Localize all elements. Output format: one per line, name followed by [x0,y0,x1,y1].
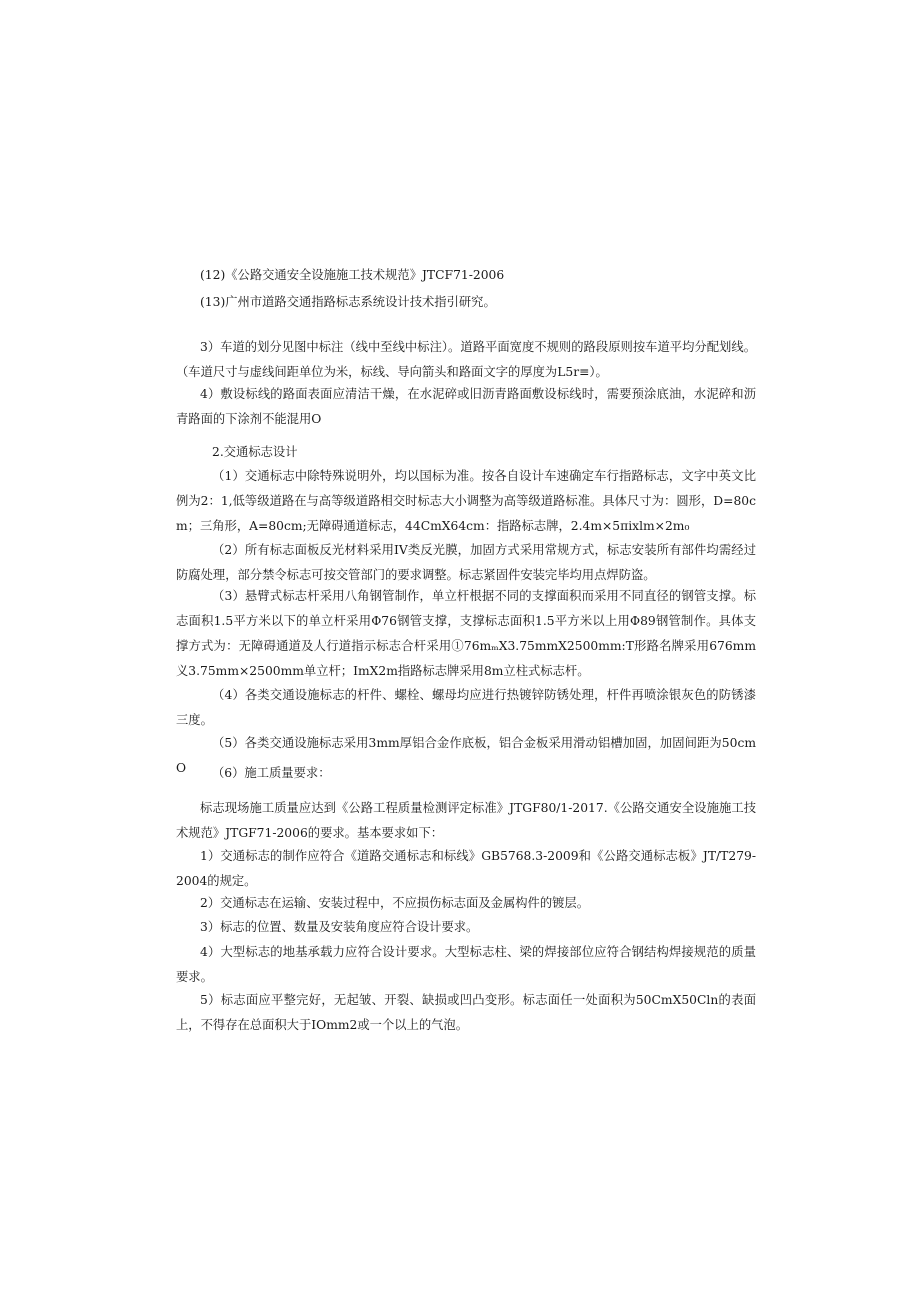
quality-item-1: 1）交通标志的制作应符合《道路交通标志和标线》GB5768.3-2009和《公路交通标志板》JT/T279-2004的规定。 [176,849,756,888]
quality-item-3: 3）标志的位置、数量及安装角度应符合设计要求。 [200,920,479,934]
sign-item-6: （6）施工质量要求： [212,766,331,780]
reference-13: (13)广州市道路交通指路标志系统设计技术指引研究。 [200,295,496,309]
sign-item-4: （4）各类交通设施标志的杆件、螺栓、螺母均应进行热镀锌防锈处理，杆件再喷涂银灰色的防锈漆三度。 [176,688,756,727]
sign-item-3: （3）悬臂式标志杆采用八角钢管制作，单立杆根据不同的支撑面积而采用不同直径的钢管支撑。标志面积1.5平方米以下的单立杆采用Φ76钢管支撑，支撑标志面积1.5平方米以上用Φ89钢管制作。具体支撑方式为：无障碍通道及人行道指示标志合杆采用①76mₘX3.75mmX2500mm:T形路名牌采用676mm义3.75mm×2500mm单立杆；ImX2m指路标志牌采用8m立柱式标志杆。 [176,589,756,678]
quality-item-5: 5）标志面应平整完好，无起皱、开裂、缺损或凹凸变形。标志面任一处面积为50CmX50Cln的表面上，不得存在总面积大于IOmm2或一个以上的气泡。 [176,993,756,1032]
quality-item-4: 4）大型标志的地基承载力应符合设计要求。大型标志柱、梁的焊接部位应符合钢结构焊接规范的质量要求。 [176,945,756,984]
section-title: 2.交通标志设计 [212,445,298,459]
sign-item-5: （5）各类交通设施标志采用3mm厚铝合金作底板，铝合金板采用滑动铝槽加固，加固间距为50cmO [176,736,756,775]
sign-item-2: （2）所有标志面板反光材料采用IV类反光膜，加固方式采用常规方式，标志安装所有部件均需经过防腐处理，部分禁令标志可按交管部门的要求调整。标志紧固件安装完毕均用点焊防盗。 [176,543,756,582]
reference-12: (12)《公路交通安全设施施工技术规范》JTCF71-2006 [200,268,505,282]
sign-item-1: （1）交通标志中除特殊说明外，均以国标为准。按各自设计车速确定车行指路标志，文字中英文比例为2：1,低等级道路在与高等级道路相交时标志大小调整为高等级道路标准。具体尺寸为：圆形，D=80cm；三角形，A=80cm;无障碍通道标志，44CmX64cm：指路标志牌，2.4m×5πixlm×2m₀ [176,469,756,533]
marking-note-4: 4）敷设标线的路面表面应清洁干燥，在水泥碎或旧沥青路面敷设标线时，需要预涂底油，水泥碎和沥青路面的下涂剂不能混用O [176,387,756,426]
quality-item-2: 2）交通标志在运输、安装过程中，不应损伤标志面及金属构件的镀层。 [200,896,590,910]
marking-note-3: 3）车道的划分见图中标注（线中至线中标注）。道路平面宽度不规则的路段原则按车道平均分配划线。（车道尺寸与虚线间距单位为米，标线、导向箭头和路面文字的厚度为L5r≡）。 [176,340,756,379]
quality-intro: 标志现场施工质量应达到《公路工程质量检测评定标准》JTGF80/1-2017.《公路交通安全设施施工技术规范》JTGF71-2006的要求。基本要求如下： [176,801,756,840]
